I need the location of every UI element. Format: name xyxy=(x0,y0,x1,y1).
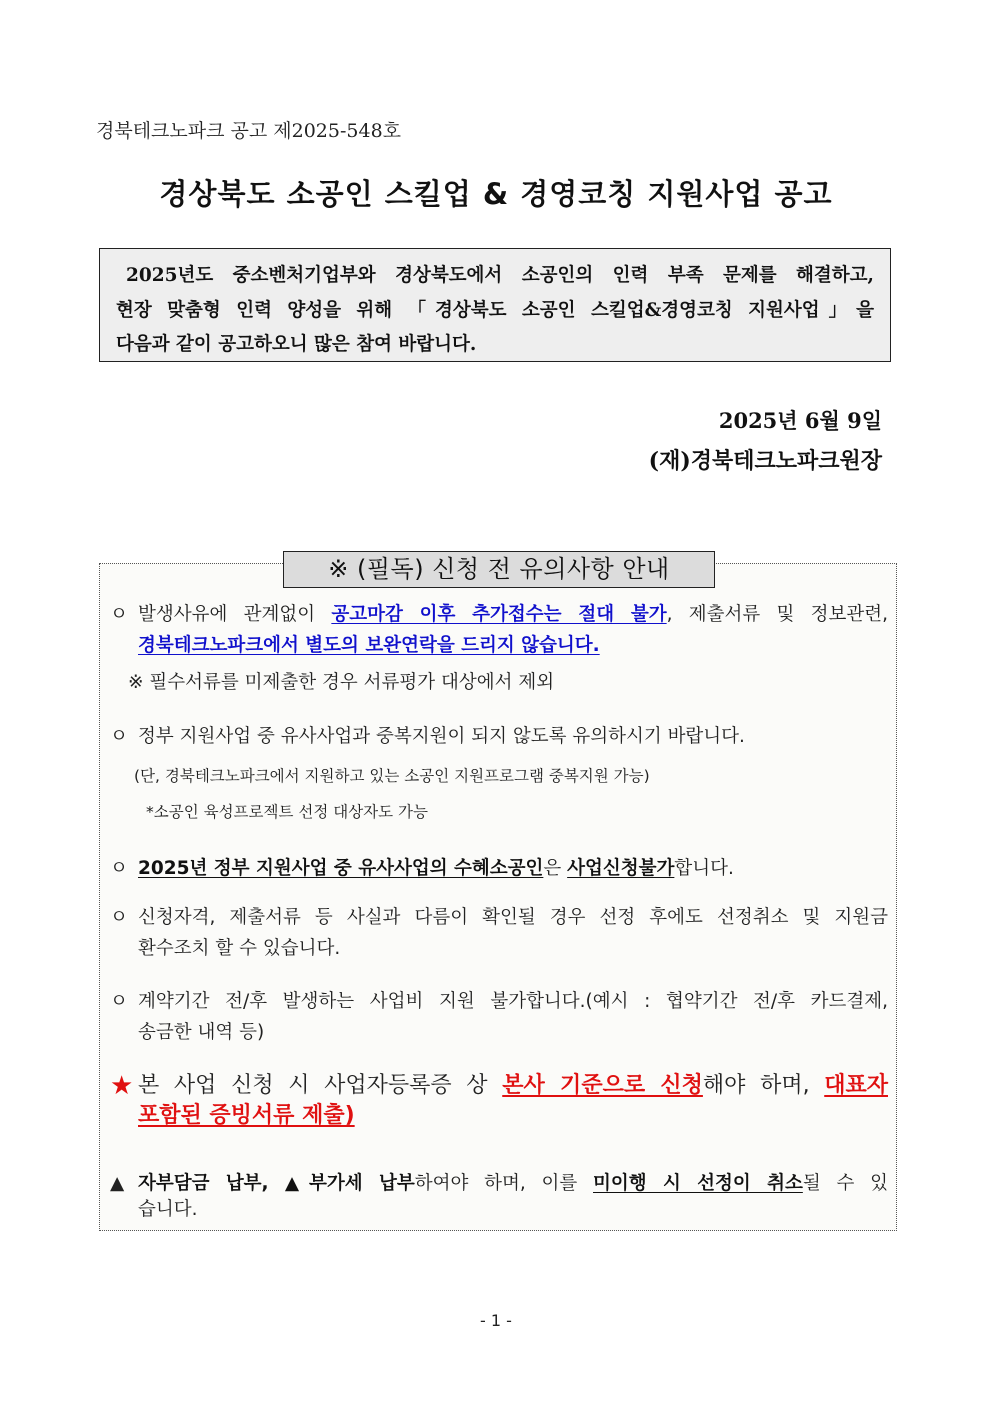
caution-item-4 xyxy=(110,902,888,964)
evidence-submission: 포함된 증빙서류 제출) xyxy=(138,1103,355,1128)
caution-item-2 xyxy=(110,721,888,752)
circle-bullet-icon: ㅇ xyxy=(110,858,128,879)
item-7-line-1: 자부담금 납부, ▲부가세 납부하여야 하며, 이를 미이행 시 선정이 취소될 수 있 xyxy=(138,1173,888,1194)
circle-bullet-icon: ㅇ xyxy=(110,991,128,1012)
intro-box xyxy=(99,248,891,362)
caution-item-7 xyxy=(110,1171,888,1223)
triangle-bullet-icon: ▲ xyxy=(110,1173,125,1194)
star-icon: ★ xyxy=(110,1071,134,1101)
no-supplement-warning: 경북테크노파크에서 별도의 보완연락을 드리지 않습니다. xyxy=(138,635,600,656)
caution-heading: ※ (필독) 신청 전 유의사항 안내 xyxy=(283,551,715,588)
circle-bullet-icon: ㅇ xyxy=(110,604,128,625)
circle-bullet-icon: ㅇ xyxy=(110,726,128,747)
item-7-line-2: 습니다. xyxy=(138,1199,198,1220)
not-eligible-label: 사업신청불가 xyxy=(567,858,675,879)
item-2-sub-1: (단, 경북테크노파크에서 지원하고 있는 소공인 지원프로그램 중복지원 가능) xyxy=(134,767,650,785)
page-number: - 1 - xyxy=(480,1311,512,1330)
similar-program-recipient: 2025년 정부 지원사업 중 유사사업의 수혜소공인 xyxy=(138,858,544,879)
caution-note-1: ※ 필수서류를 미제출한 경우 서류평가 대상에서 제외 xyxy=(128,672,555,693)
head-office-basis: 본사 기준으로 신청 xyxy=(502,1073,703,1098)
item-1-line-1: 발생사유에 관계없이 공고마감 이후 추가접수는 절대 불가, 제출서류 및 정보관련, xyxy=(138,604,888,625)
issuer-name: (재)경북테크노파크원장 xyxy=(648,448,882,474)
notice-number: 경북테크노파크 공고 제2025-548호 xyxy=(96,120,402,142)
document-title: 경상북도 소공인 스킬업 & 경영코칭 지원사업 공고 xyxy=(159,177,833,211)
caution-item-5 xyxy=(110,986,888,1048)
item-4-line-2: 환수조치 할 수 있습니다. xyxy=(138,938,341,959)
caution-item-3: ㅇ 2025년 정부 지원사업 중 유사사업의 수혜소공인은 사업신청불가합니다. xyxy=(110,853,888,884)
item-5-line-2: 송금한 내역 등) xyxy=(138,1022,265,1043)
intro-line-2: 현장 맞춤형 인력 양성을 위해 「경상북도 소공인 스킬업&경영코칭 지원사업」을 xyxy=(116,299,874,321)
item-4-line-1: 신청자격, 제출서류 등 사실과 다름이 확인될 경우 선정 후에도 선정취소 및 지원금 xyxy=(138,907,888,928)
item-2-text: 정부 지원사업 중 유사사업과 중복지원이 되지 않도록 유의하시기 바랍니다. xyxy=(138,726,745,747)
representative-label: 대표자 xyxy=(824,1073,888,1098)
cancellation-warning: 미이행 시 선정이 취소 xyxy=(593,1173,803,1194)
intro-line-3: 다음과 같이 공고하오니 많은 참여 바랍니다. xyxy=(116,334,477,355)
intro-line-1: 2025년도 중소벤처기업부와 경상북도에서 소공인의 인력 부족 문제를 해결하고, xyxy=(126,265,874,286)
notice-date: 2025년 6월 9일 xyxy=(718,408,882,433)
circle-bullet-icon: ㅇ xyxy=(110,907,128,928)
item-6-line-2 xyxy=(138,1101,888,1131)
item-1-line-2 xyxy=(138,630,888,661)
item-6-line-1: 본 사업 신청 시 사업자등록증 상 본사 기준으로 신청해야 하며, 대표자 xyxy=(138,1073,888,1098)
payment-requirement: 자부담금 납부, ▲부가세 납부 xyxy=(138,1173,415,1194)
item-2-sub-2: *소공인 육성프로젝트 선정 대상자도 가능 xyxy=(146,803,429,821)
caution-item-6 xyxy=(110,1071,888,1131)
caution-item-1 xyxy=(110,599,888,661)
late-submission-warning: 공고마감 이후 추가접수는 절대 불가 xyxy=(331,604,667,625)
item-5-line-1: 계약기간 전/후 발생하는 사업비 지원 불가합니다.(예시 : 협약기간 전/후 카드결제, xyxy=(138,991,888,1012)
